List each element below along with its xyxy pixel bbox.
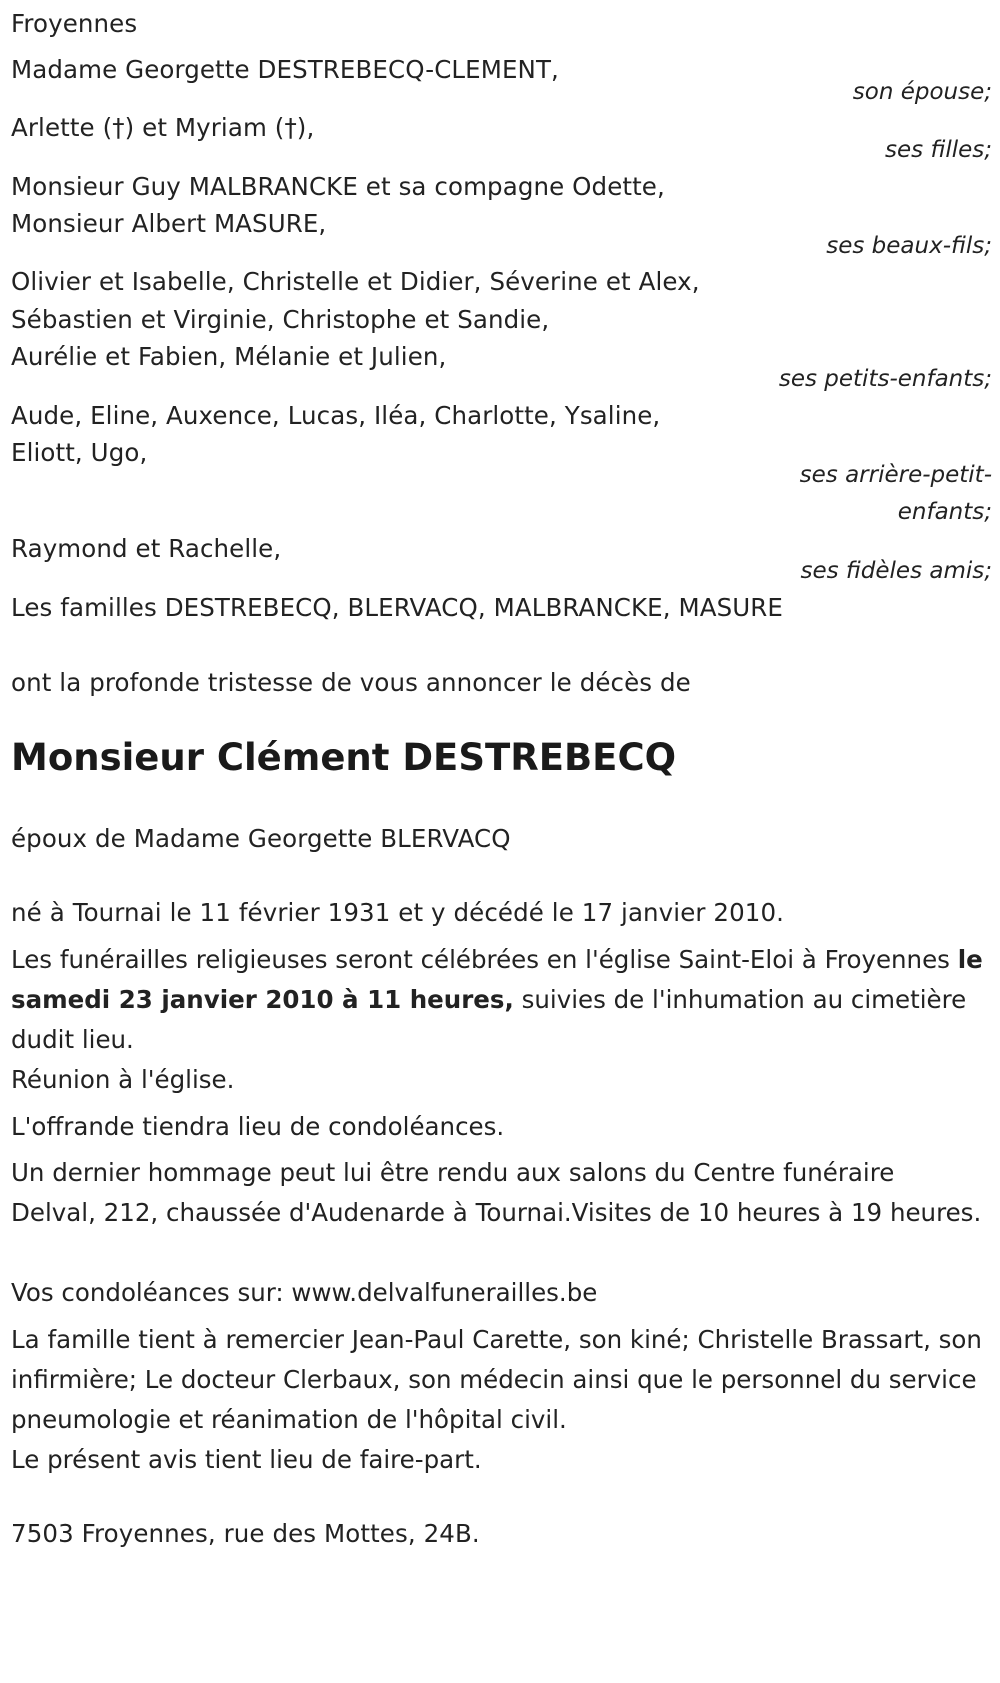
friends-role: ses fidèles amis;	[800, 558, 992, 584]
address-line: 7503 Froyennes, rue des Mottes, 24B.	[11, 1519, 480, 1548]
sons-in-law-role: ses beaux-fils;	[826, 233, 992, 259]
great-grandchildren-line-1: Aude, Eline, Auxence, Lucas, Iléa, Charlotte, Ysaline,	[11, 401, 661, 430]
spouse-role: son épouse;	[852, 79, 992, 105]
great-grandchildren-role-line-1: ses arrière-petit-	[799, 462, 992, 488]
grandchildren-line-3: Aurélie et Fabien, Mélanie et Julien,	[11, 342, 447, 371]
condolences-line: Vos condoléances sur: www.delvalfunerailles.be	[11, 1278, 598, 1307]
families-line: Les familles DESTREBECQ, BLERVACQ, MALBRANCKE, MASURE	[11, 593, 784, 622]
ceremony-text-end: suivies de l'inhumation au cimetière dudit lieu.	[11, 985, 967, 1054]
location-header: Froyennes	[11, 9, 138, 38]
thanks-paragraph: La famille tient à remercier Jean-Paul Carette, son kiné; Christelle Brassart, son infirmière; Le docteur Clerbaux, son médecin ainsi que le personnel du service pneumologie et réanimation de l'hôpital civil.	[11, 1325, 982, 1434]
ceremony-date-time: le samedi 23 janvier 2010 à 11 heures,	[11, 945, 983, 1014]
daughters-role: ses filles;	[885, 137, 992, 163]
birth-death-line: né à Tournai le 11 février 1931 et y décédé le 17 janvier 2010.	[11, 898, 785, 927]
grandchildren-line-2: Sébastien et Virginie, Christophe et Sandie,	[11, 305, 550, 334]
grandchildren-line-1: Olivier et Isabelle, Christelle et Didier, Séverine et Alex,	[11, 267, 700, 296]
great-grandchildren-role-line-2: enfants;	[897, 499, 992, 525]
spouse-name: Madame Georgette DESTREBECQ-CLEMENT,	[11, 55, 559, 84]
spouse-of-line: époux de Madame Georgette BLERVACQ	[11, 824, 511, 853]
announcement-intro: ont la profonde tristesse de vous annoncer le décès de	[11, 668, 691, 697]
tribute-paragraph: Un dernier hommage peut lui être rendu aux salons du Centre funéraire Delval, 212, chaussée d'Audenarde à Tournai.Visites de 10 heures à 19 heures.	[11, 1158, 982, 1227]
deceased-name: Monsieur Clément DESTREBECQ	[11, 736, 677, 779]
offering-line: L'offrande tiendra lieu de condoléances.	[11, 1112, 505, 1141]
daughters-name: Arlette (†) et Myriam (†),	[11, 113, 315, 142]
sons-in-law-line-2: Monsieur Albert MASURE,	[11, 209, 327, 238]
grandchildren-role: ses petits-enfants;	[778, 366, 992, 392]
funeral-ceremony	[11, 940, 986, 1060]
ceremony-text-start: Les funérailles religieuses seront célébrées en l'église Saint-Eloi à Froyennes	[11, 945, 958, 974]
meeting-line: Réunion à l'église.	[11, 1065, 235, 1094]
sons-in-law-line-1: Monsieur Guy MALBRANCKE et sa compagne Odette,	[11, 172, 665, 201]
great-grandchildren-line-2: Eliott, Ugo,	[11, 438, 148, 467]
friends-name: Raymond et Rachelle,	[11, 534, 282, 563]
notice-line: Le présent avis tient lieu de faire-part.	[11, 1445, 482, 1474]
